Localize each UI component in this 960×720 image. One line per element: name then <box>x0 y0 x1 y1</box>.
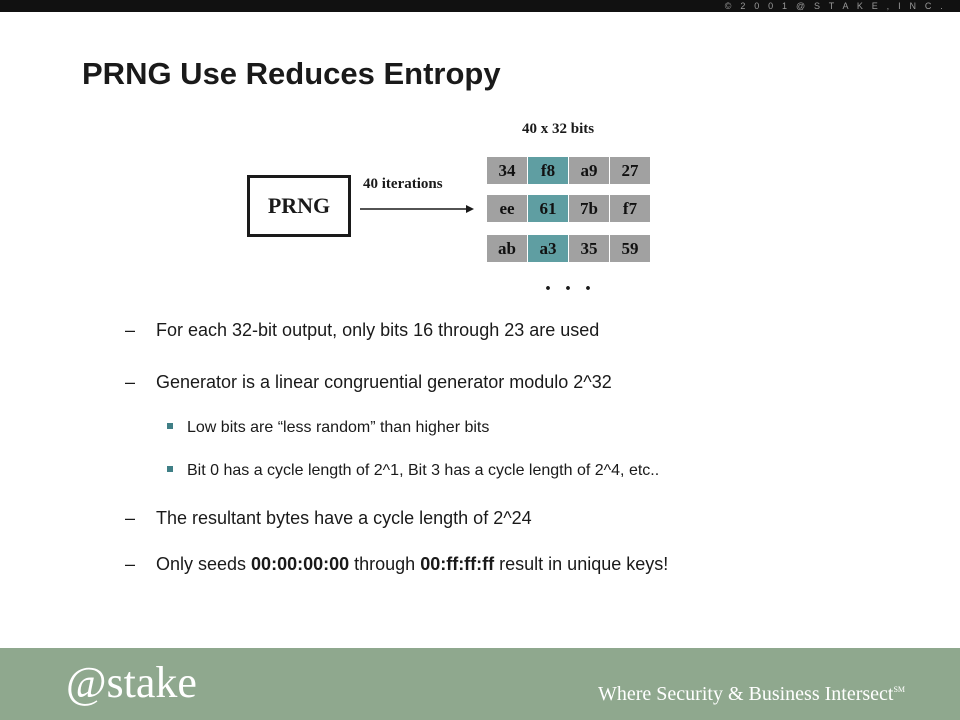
dash-marker: – <box>125 372 136 392</box>
bullet-item <box>125 320 599 341</box>
byte-cell: 34 <box>487 157 527 184</box>
byte-cell: f7 <box>610 195 650 222</box>
bullet-item <box>125 554 668 575</box>
sub-bullet-item <box>167 462 659 480</box>
top-bar <box>0 0 960 12</box>
sub-bullet-item <box>167 419 489 437</box>
byte-cell: a9 <box>569 157 609 184</box>
bullet-text-part: Only seeds <box>156 554 252 574</box>
seed-end: 00:ff:ff:ff <box>420 554 495 574</box>
arrow-icon <box>360 203 474 215</box>
byte-cell: 59 <box>610 235 650 262</box>
bullet-text-part: through <box>349 554 421 574</box>
byte-cell: 7b <box>569 195 609 222</box>
copyright-notice: © 2 0 0 1 @ S T A K E , I N C . <box>724 1 946 11</box>
slide-title: PRNG Use Reduces Entropy <box>82 56 501 91</box>
byte-row <box>487 235 651 262</box>
dash-marker: – <box>125 508 136 528</box>
byte-cell: ee <box>487 195 527 222</box>
byte-cell-used: f8 <box>528 157 568 184</box>
byte-row <box>487 195 651 222</box>
tagline-text: Where Security & Business Intersect <box>598 683 894 705</box>
byte-cell-used: a3 <box>528 235 568 262</box>
footer-tagline <box>598 683 905 706</box>
byte-cell: 27 <box>610 157 650 184</box>
bullet-text: Generator is a linear congruential generator modulo 2^32 <box>156 372 612 392</box>
byte-cell: 35 <box>569 235 609 262</box>
dash-marker: – <box>125 554 136 574</box>
ellipsis: . . . <box>545 270 595 296</box>
grid-title: 40 x 32 bits <box>522 121 595 137</box>
byte-cell-used: 61 <box>528 195 568 222</box>
service-mark: SM <box>893 685 906 694</box>
bullet-item <box>125 508 532 529</box>
sub-bullet-text: Bit 0 has a cycle length of 2^1, Bit 3 has a cycle length of 2^4, etc.. <box>187 462 660 479</box>
square-bullet-icon <box>167 423 173 429</box>
square-bullet-icon <box>167 466 173 472</box>
sub-bullet-text: Low bits are “less random” than higher bits <box>187 419 490 436</box>
stake-logo: @stake <box>66 658 197 707</box>
bullet-text: The resultant bytes have a cycle length of 2^24 <box>156 508 532 528</box>
bullet-item <box>125 372 612 393</box>
prng-box: PRNG <box>247 175 351 237</box>
byte-cell: ab <box>487 235 527 262</box>
bullet-text-part: result in unique keys! <box>494 554 669 574</box>
dash-marker: – <box>125 320 136 340</box>
seed-start: 00:00:00:00 <box>251 554 350 574</box>
arrow-label: 40 iterations <box>363 176 443 192</box>
byte-row <box>487 157 651 184</box>
bullet-text: For each 32-bit output, only bits 16 through 23 are used <box>156 320 600 340</box>
